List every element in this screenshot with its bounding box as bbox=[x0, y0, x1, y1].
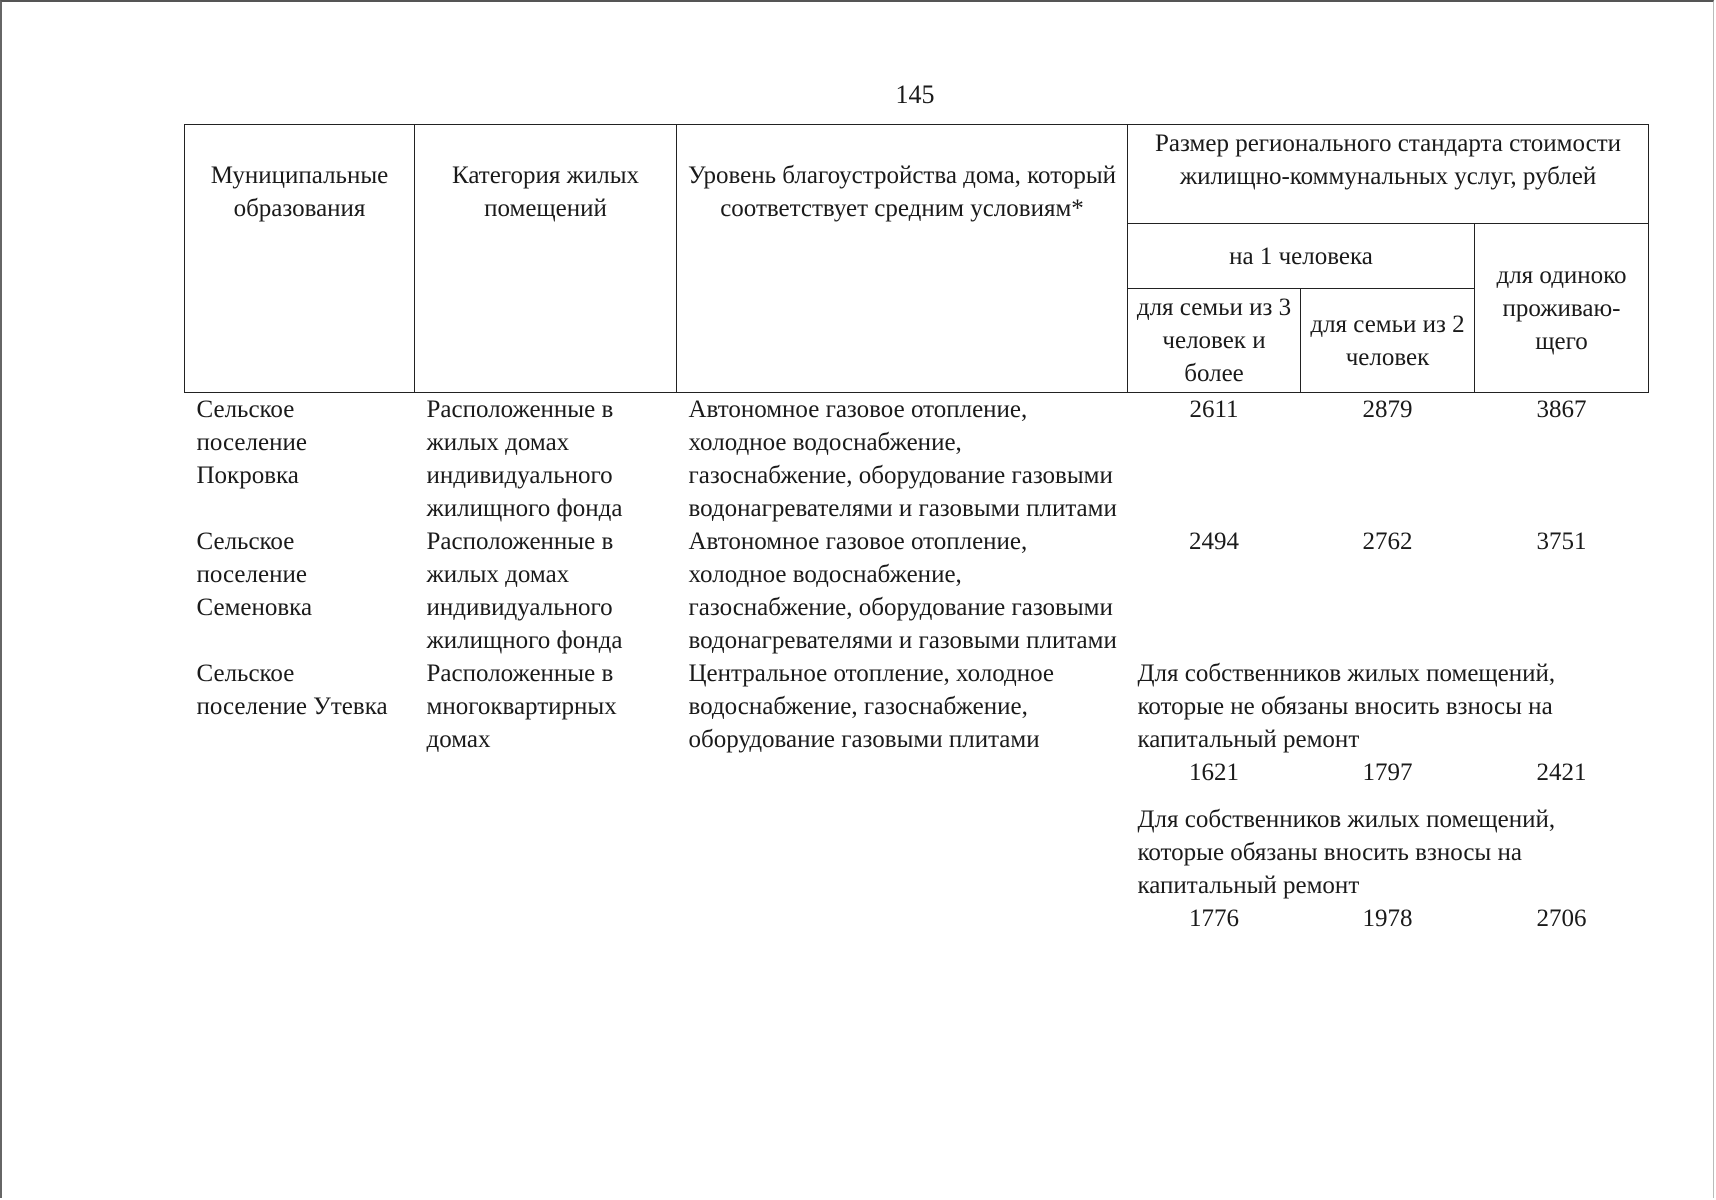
table-row bbox=[185, 657, 1649, 756]
cell-category: Расположенные в жилых домах индивидуального жилищного фонда bbox=[426, 528, 623, 654]
cell-municipality: Сельское поселение Утевка bbox=[196, 660, 388, 720]
cell-municipality: Сельское поселение Семеновка bbox=[196, 528, 313, 621]
header-municipal: Муниципальные образования bbox=[185, 125, 415, 393]
cell-family2: 2879 bbox=[1362, 396, 1413, 423]
cell-municipality: Сельское поселение Покровка bbox=[196, 396, 307, 489]
cell-family2: 1797 bbox=[1362, 759, 1413, 786]
cell-family2: 2762 bbox=[1362, 528, 1413, 555]
cell-family2: 1978 bbox=[1362, 905, 1413, 932]
header-category: Категория жилых помещений bbox=[415, 125, 677, 393]
header-level: Уровень благоустройства дома, который соответствует средним условиям* bbox=[677, 125, 1128, 393]
table-row bbox=[185, 525, 1649, 657]
header-single: для одиноко проживаю-щего bbox=[1475, 224, 1649, 393]
header-standard: Размер регионального стандарта стоимости жилищно-коммунальных услуг, рублей bbox=[1128, 125, 1649, 224]
cell-single: 3867 bbox=[1536, 396, 1587, 423]
page-number: 145 bbox=[895, 80, 935, 109]
cell-family3: 1621 bbox=[1189, 759, 1239, 786]
standard-cost-table bbox=[184, 124, 1649, 935]
cell-category: Расположенные в многоквартирных домах bbox=[426, 660, 617, 753]
cell-category: Расположенные в жилых домах индивидуального жилищного фонда bbox=[426, 396, 623, 522]
cell-family3: 2494 bbox=[1189, 528, 1239, 555]
header-family3: для семьи из 3 человек и более bbox=[1128, 289, 1301, 393]
table-row bbox=[185, 393, 1649, 526]
cell-level: Центральное отопление, холодное водоснабжение, газоснабжение, оборудование газовыми плитами bbox=[688, 660, 1055, 753]
cell-level: Автономное газовое отопление, холодное водоснабжение, газоснабжение, оборудование газовыми водонагревателями и газовыми плитами bbox=[688, 528, 1117, 654]
cell-single: 2421 bbox=[1536, 759, 1587, 786]
cell-single: 3751 bbox=[1536, 528, 1587, 555]
note-not-obliged: Для собственников жилых помещений, которые не обязаны вносить взносы на капитальный ремонт bbox=[1137, 660, 1556, 753]
cell-family3: 2611 bbox=[1189, 396, 1239, 423]
cell-single: 2706 bbox=[1536, 905, 1587, 932]
cell-family3: 1776 bbox=[1189, 905, 1239, 932]
cell-level: Автономное газовое отопление, холодное водоснабжение, газоснабжение, оборудование газовыми водонагревателями и газовыми плитами bbox=[688, 396, 1117, 522]
header-per-person: на 1 человека bbox=[1128, 224, 1475, 289]
header-family2: для семьи из 2 человек bbox=[1301, 289, 1475, 393]
note-obliged: Для собственников жилых помещений, которые обязаны вносить взносы на капитальный ремонт bbox=[1137, 806, 1556, 899]
